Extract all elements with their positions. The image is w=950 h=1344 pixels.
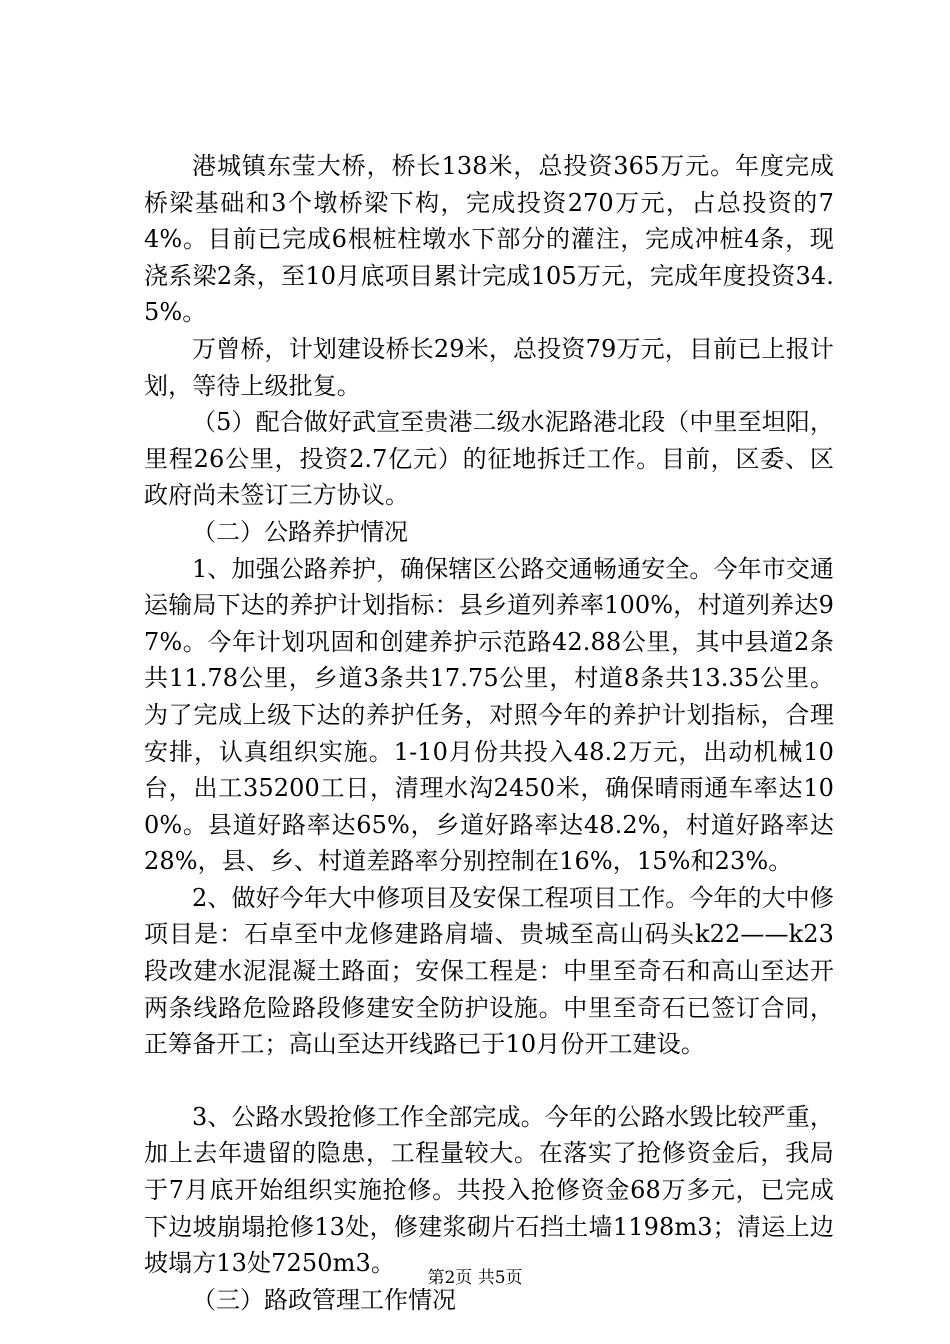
paragraph-bridge-wanzeng: 万曾桥，计划建设桥长29米，总投资79万元，目前已上报计划，等待上级批复。 xyxy=(144,334,834,400)
paragraph-land-acquisition: （5）配合做好武宣至贵港二级水泥路港北段（中里至坦阳，里程26公里，投资2.7亿元）的征地拆迁工作。目前，区委、区政府尚未签订三方协议。 xyxy=(144,408,834,510)
paragraph-bridge-dongying: 港城镇东莹大桥，桥长138米，总投资365万元。年度完成桥梁基础和3个墩桥梁下构，完成投资270万元，占总投资的74%。目前已完成6根桩柱墩水下部分的灌注，完成冲桩4条，现浇系梁2条，至10月底项目累计完成105万元，完成年度投资34.5%。 xyxy=(144,152,834,327)
paragraph-maintenance-1: 1、加强公路养护，确保辖区公路交通畅通安全。今年市交通运输局下达的养护计划指标：县乡道列养率100%，村道列养达97%。今年计划巩固和创建养护示范路42.88公里，其中县道2条共11.78公里，乡道3条共17.75公里，村道8条共13.35公里。为了完成上级下达的养护任务，对照今年的养护计划指标，合理安排，认真组织实施。1-10月份共投入48.2万元，出动机械10台，出工35200工日，清理水沟2450米，确保晴雨通车率达100%。县道好路率达65%，乡道好路率达48.2%，村道好路率达28%，县、乡、村道差路率分别控制在16%，15%和23%。 xyxy=(144,554,834,876)
paragraph-gap xyxy=(144,1063,834,1099)
section-heading-road-maintenance: （二）公路养护情况 xyxy=(192,517,408,546)
section-heading-road-administration: （三）路政管理工作情况 xyxy=(192,1285,456,1314)
document-body xyxy=(144,148,834,1318)
paragraph-maintenance-3: 3、公路水毁抢修工作全部完成。今年的公路水毁比较严重，加上去年遗留的隐患，工程量较大。在落实了抢修资金后，我局于7月底开始组织实施抢修。共投入抢修资金68万多元，已完成下边坡崩塌抢修13处，修建浆砌片石挡土墙1198m3；清运上边坡塌方13处7250m3。 xyxy=(144,1102,834,1278)
page-number-footer: 第2页 共5页 xyxy=(427,1268,523,1288)
paragraph-maintenance-2: 2、做好今年大中修项目及安保工程项目工作。今年的大中修项目是：石卓至中龙修建路肩墙、贵城至高山码头k22——k23段改建水泥混凝土路面；安保工程是：中里至奇石和高山至达开两条线路危险路段修建安全防护设施。中里至奇石已签订合同，正筹备开工；高山至达开线路已于10月份开工建设。 xyxy=(144,883,834,1059)
